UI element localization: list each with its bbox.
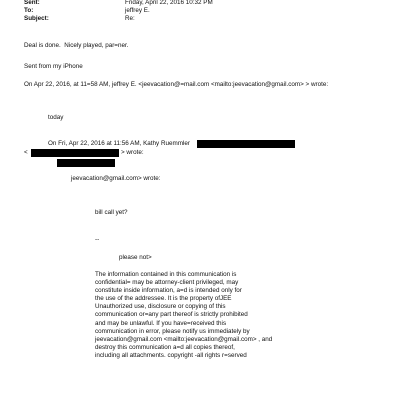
body-line-quote-header: On Apr 22, 2016, at 11=58 AM, jeffrey E. <jeevacation@=mail.com <mailto:jeevacation@gmail.com> > wrote: — [24, 81, 329, 88]
body-line-bill-call: bill call yet? — [95, 209, 128, 216]
notice-line: The information contained in this communication is — [95, 271, 237, 278]
notice-line: constitute inside information, a=d is intended only for — [95, 287, 242, 295]
notice-line: communication or=any part thereof is strictly prohibited — [95, 311, 248, 319]
notice-line: jeevacation@gmail.com <mailto:jeevacation@gmail.com> , and — [95, 335, 273, 343]
notice-line: confidential= may be attorney-client privileged, may — [95, 279, 239, 287]
body-line-deal: Deal is done. Nicely played, par=ner. — [24, 42, 129, 49]
body-line-sent-from: Sent from my iPhone — [24, 63, 83, 70]
subject-value: Re: — [125, 15, 135, 22]
body-line-wrote: > wrote: — [121, 149, 144, 156]
body-line-angle-open: < — [24, 149, 28, 156]
sent-label: Sent: — [24, 0, 40, 6]
body-line-today: today — [48, 114, 64, 121]
body-line-dashes: -- — [95, 236, 100, 243]
subject-label: Subject: — [24, 15, 49, 22]
redaction-bar — [197, 140, 295, 148]
notice-line: Unauthorized use, disclosure or copying of this — [95, 303, 226, 311]
notice-line: destroy this communication a=d all copies thereof, — [95, 343, 235, 351]
notice-line: communication in error, please notify us immediately by — [95, 327, 250, 335]
notice-line: including all attachments. copyright -all rights r=served — [95, 351, 247, 359]
sent-value: Friday, April 22, 2016 10:32 PM — [125, 0, 213, 6]
confidentiality-notice — [95, 271, 395, 360]
body-line-kathy-header: On Fri, Apr 22, 2016 at 11:56 AM, Kathy Ruemmler — [48, 140, 190, 147]
body-line-please-note: please not> — [119, 254, 152, 261]
notice-line: and may be unlawful. If you have=received this — [95, 319, 227, 327]
body-line-email-wrote: jeevacation@gmail.com> wrote: — [71, 175, 161, 182]
to-value: jeffrey E. — [125, 7, 150, 14]
notice-line: the use of the addressee. It is the property ofJEE — [95, 295, 232, 303]
redaction-bar — [31, 149, 119, 157]
to-label: To: — [24, 7, 34, 14]
redaction-bar — [57, 159, 115, 167]
